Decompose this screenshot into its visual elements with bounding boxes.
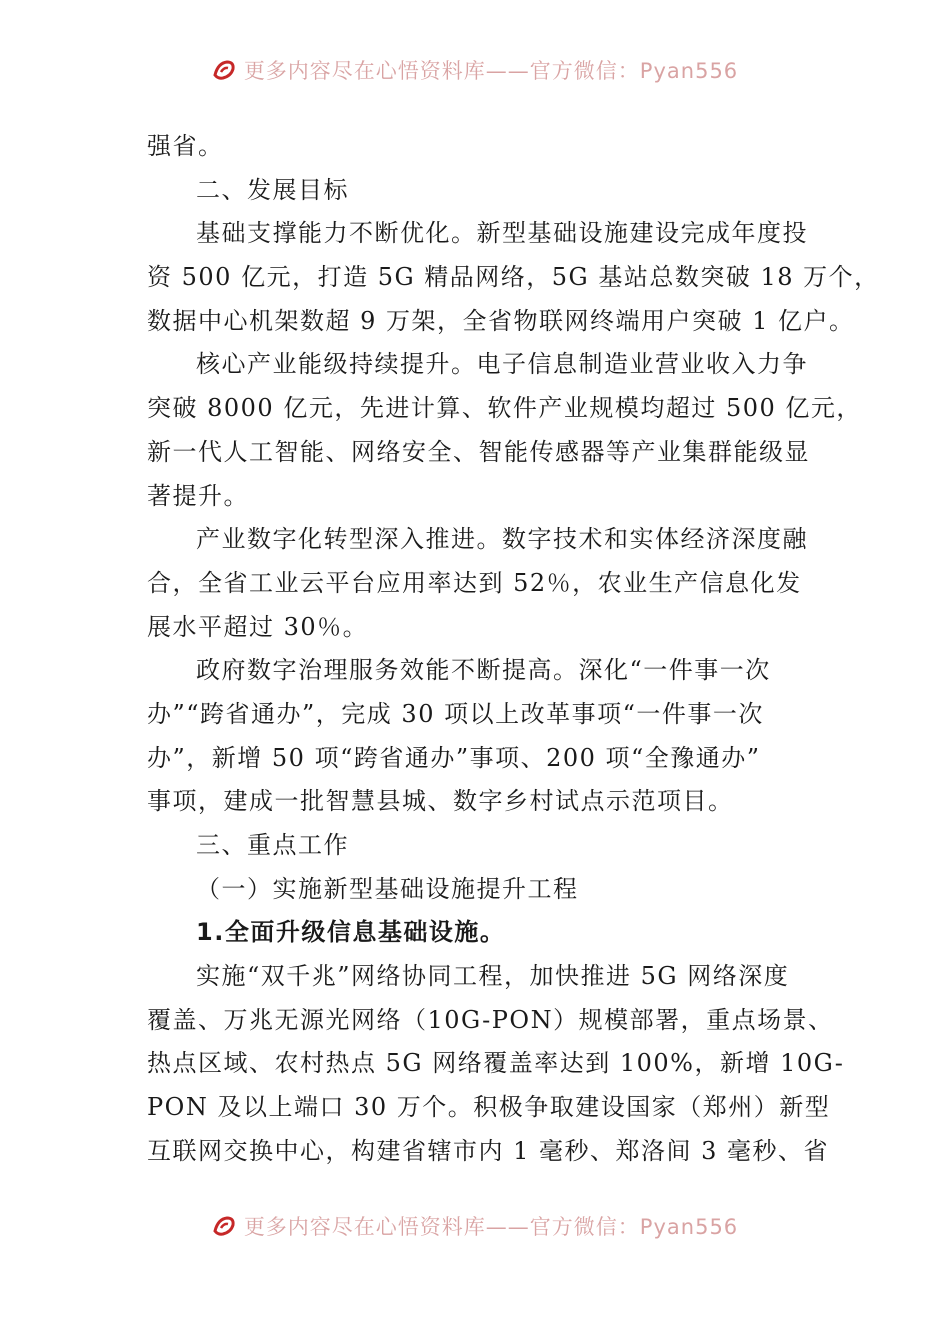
text-line: 新一代人工智能、网络安全、智能传感器等产业集群能级显 bbox=[147, 437, 810, 466]
text-line: 核心产业能级持续提升。电子信息制造业营业收入力争 bbox=[196, 350, 808, 379]
text-line: 展水平超过 30％。 bbox=[147, 612, 369, 641]
text-line: 合，全省工业云平台应用率达到 52％，农业生产信息化发 bbox=[147, 568, 802, 597]
text-line: 三、重点工作 bbox=[196, 831, 349, 859]
text-line: 事项，建成一批智慧县城、数字乡村试点示范项目。 bbox=[147, 787, 734, 816]
watermark-text: 更多内容尽在心悟资料库——官方微信：Pyan556 bbox=[243, 1215, 739, 1239]
text-line: 互联网交换中心，构建省辖市内 1 毫秒、郑洛间 3 毫秒、省 bbox=[147, 1136, 830, 1165]
text-line: 办”“跨省通办”，完成 30 项以上改革事项“一件事一次 bbox=[147, 699, 764, 728]
watermark-logo-icon bbox=[212, 1213, 238, 1239]
text-line: 产业数字化转型深入推进。数字技术和实体经济深度融 bbox=[196, 525, 808, 554]
text-line: 著提升。 bbox=[147, 481, 249, 510]
section-heading-line: 1.全面升级信息基础设施。 bbox=[196, 918, 506, 947]
text-line: 基础支撑能力不断优化。新型基础设施建设完成年度投 bbox=[196, 219, 808, 248]
watermark-logo-icon bbox=[212, 57, 238, 83]
text-line: 强省。 bbox=[147, 132, 224, 160]
watermark-bottom bbox=[0, 1206, 950, 1246]
text-line: 实施“双千兆”网络协同工程，加快推进 5G 网络深度 bbox=[196, 962, 790, 991]
text-line: 办”，新增 50 项“跨省通办”事项、200 项“全豫通办” bbox=[147, 743, 761, 772]
watermark-text: 更多内容尽在心悟资料库——官方微信：Pyan556 bbox=[243, 59, 739, 83]
text-line: 热点区域、农村热点 5G 网络覆盖率达到 100%，新增 10G- bbox=[147, 1049, 845, 1078]
watermark-top bbox=[0, 50, 950, 90]
document-body bbox=[147, 125, 880, 1174]
text-line: 政府数字治理服务效能不断提高。深化“一件事一次 bbox=[196, 656, 771, 685]
text-line: PON 及以上端口 30 万个。积极争取建设国家（郑州）新型 bbox=[147, 1093, 831, 1122]
text-line: 数据中心机架数超 9 万架，全省物联网终端用户突破 1 亿户。 bbox=[147, 306, 855, 335]
text-line: 突破 8000 亿元，先进计算、软件产业规模均超过 500 亿元， bbox=[147, 394, 862, 423]
text-line: （一）实施新型基础设施提升工程 bbox=[196, 874, 579, 903]
text-line: 覆盖、万兆无源光网络（10G-PON）规模部署，重点场景、 bbox=[147, 1005, 834, 1034]
text-line: 资 500 亿元，打造 5G 精品网络，5G 基站总数突破 18 万个， bbox=[147, 263, 880, 292]
text-line: 二、发展目标 bbox=[196, 175, 349, 204]
